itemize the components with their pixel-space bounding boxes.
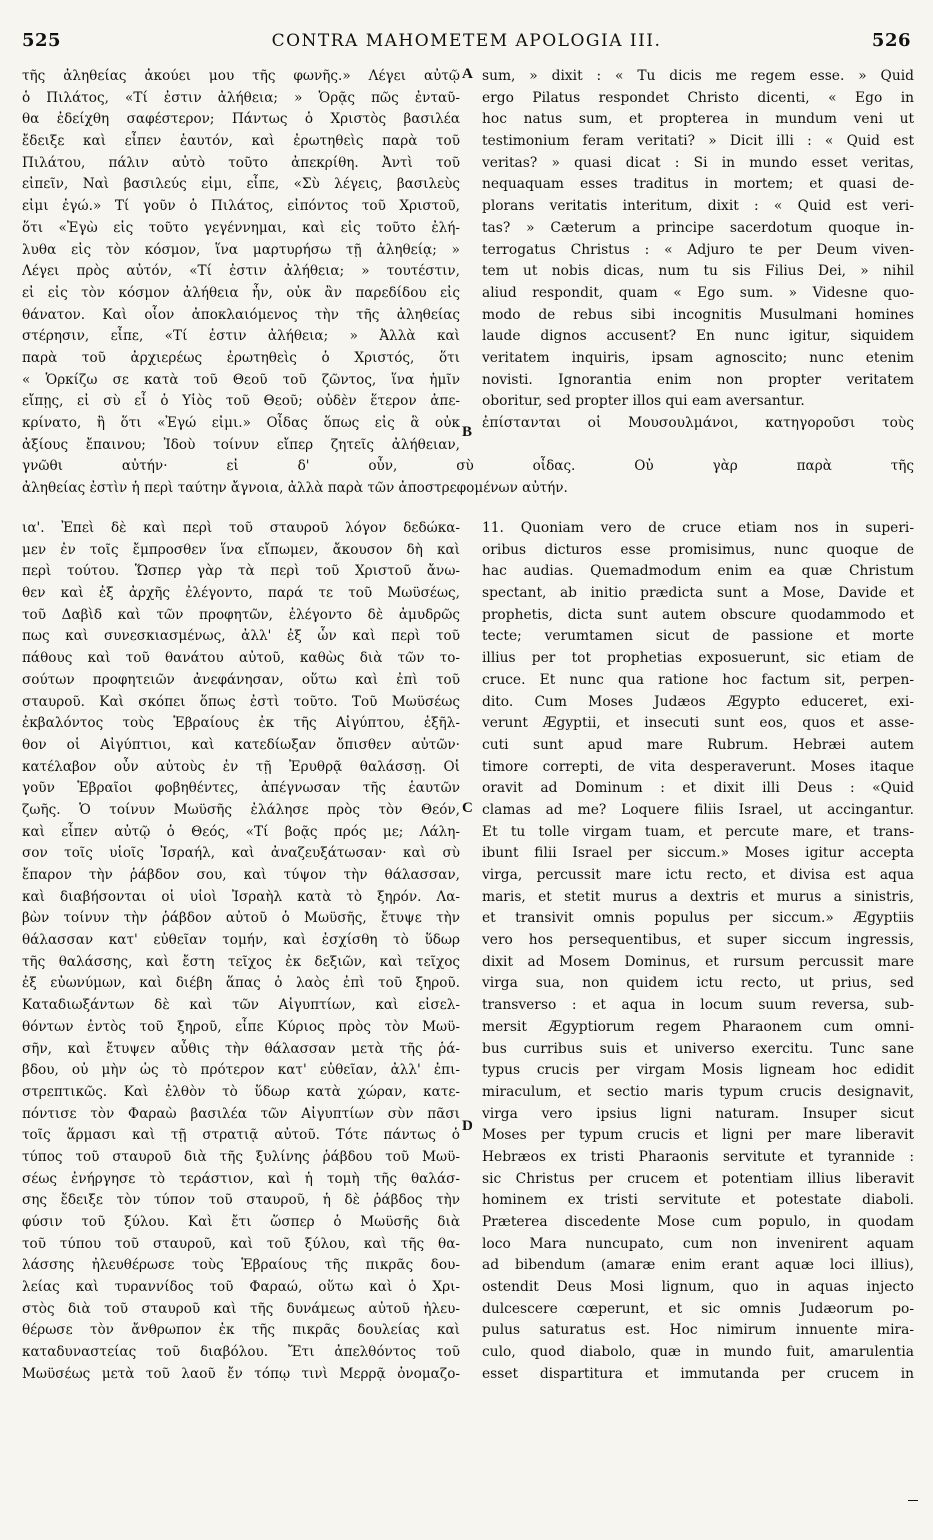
page-number-right: 526 (871, 30, 911, 51)
text-line: oravit ad Dominum : et dixit illi Deus : «Quid (482, 780, 914, 797)
text-line: 11. Quoniam vero de cruce etiam nos in superi- (482, 520, 914, 536)
text-line: hac audias. Quemadmodum enim ea quæ Christum (482, 563, 914, 580)
text-line: plorans veritatis interitum, dixit : « Quid est veri- (482, 198, 914, 215)
text-line: mersit Ægyptiorum regem Pharaonem cum omni- (482, 1018, 914, 1035)
text-line: tem ut nobis dicas, num tu sis Filius Dei, » nihil (482, 263, 914, 280)
text-line: dulcescere cœperunt, et sic omnis Judæorum po- (482, 1300, 914, 1317)
text-line: τοῦ τύπου τοῦ σταυροῦ, καὶ τοῦ ξύλου, καὶ τῆς θα- (22, 1235, 460, 1252)
text-line: virga, percussit mare ictu recto, et divisa est aqua (482, 867, 914, 883)
text-line: γοῦν Ἑβραῖοι φοβηθέντες, ἀπέγνωσαν τῆς ἑαυτῶν (22, 780, 460, 797)
margin-dash (908, 1500, 918, 1501)
text-line: τοῖς ἅρμασι καὶ τῇ στρατιᾷ αὐτοῦ. Τότε πάντως ὁ (22, 1127, 460, 1144)
text-line: φύσιν τοῦ ξύλου. Καὶ ἔτι ὥσπερ ὁ Μωϋσῆς διὰ (22, 1214, 460, 1230)
text-line: pulus saturatus est. Hoc nimirum innuente mira- (482, 1322, 914, 1339)
text-line: λυθα εἰς τὸν κόσμον, ἵνα μαρτυρήσω τῇ ἀληθείᾳ; » (22, 241, 460, 258)
text-line: Λέγει πρὸς αὐτόν, «Τί ἐστιν ἀλήθεια; » τουτέστιν, (22, 263, 460, 280)
text-line: nequaquam esses traditus in mortem; et quasi de- (482, 176, 914, 193)
text-line: σέως ἐνήργησε τὸ τεράστιον, καὶ ἡ τομὴ τῆς θαλάσ- (22, 1170, 460, 1187)
text-line: τοῦ Δαβὶδ καὶ τῶν προφητῶν, ἐλέγοντο δὲ ἀμυδρῶς (22, 606, 460, 623)
text-line: vero hos persequentibus, et super siccum ingressis, (482, 932, 914, 949)
text-line: virga sua, non quidem ictu recto, ut prius, sed (482, 975, 914, 992)
text-line: clamas ad me? Loquere filiis Israel, ut accingantur. (482, 801, 914, 818)
text-line: εἰμι ἐγώ.» Τί γοῦν ὁ Πιλάτος, εἰπόντος τοῦ Χριστοῦ, (22, 198, 460, 215)
text-line: ἔπαρον τὴν ῥάβδον σου, καὶ τύψον τὴν θάλασσαν, (22, 867, 460, 883)
text-line: novisti. Ignorantia enim non propter veritatem (482, 371, 914, 388)
running-title: CONTRA MAHOMETEM APOLOGIA III. (271, 31, 662, 51)
text-line: aliud respondit, quam « Ego sum. » Videsne quo- (482, 284, 914, 301)
greek-column-top (22, 66, 460, 456)
text-line: εἰ εἰς τὸν κόσμον ἀλήθεια ἦν, οὐκ ἂν παρεδίδου εἰς (22, 284, 460, 301)
text-line: σης ἔδειξε τὸν τύπον τοῦ σταυροῦ, ἡ δὲ ῥάβδος τὴν (22, 1192, 460, 1209)
text-line: καὶ εἶπεν αὐτῷ ὁ Θεός, «Τί βοᾷς πρός με; Λάλη- (22, 823, 460, 840)
latin-column-bottom (482, 518, 914, 1386)
text-line: ὅτι «Ἐγὼ εἰς τοῦτο γεγέννημαι, καὶ εἰς τοῦτο ἐλή- (22, 219, 460, 236)
section-marker: C (462, 800, 473, 816)
text-line: dixit ad Mosem Dominus, et rursum percussit mare (482, 953, 914, 970)
text-line: tecte; verumtamen sicut de passione et morte (482, 628, 914, 645)
text-line: θον οἱ Αἰγύπτιοι, καὶ κατεδίωξαν ὄπισθεν αὐτῶν· (22, 736, 460, 753)
text-line: θόντων ἐντὸς τοῦ ξηροῦ, εἶπε Κύριος πρὸς τὸν Μωϋ- (22, 1018, 460, 1035)
text-line: τῆς ἀληθείας ἀκούει μου τῆς φωνῆς.» Λέγει αὐτῷ (22, 68, 460, 84)
text-line: loco Mara nuncupato, cum non invenirent aquam (482, 1235, 914, 1252)
text-line: ια'. Ἐπεὶ δὲ καὶ περὶ τοῦ σταυροῦ λόγον δεδώκα- (22, 520, 460, 536)
text-line: τύπος τοῦ σταυροῦ διὰ τῆς ξυλίνης ῥάβδου τοῦ Μωϋ- (22, 1148, 460, 1165)
text-line: transverso : et aqua in locum suum reversa, sub- (482, 997, 914, 1014)
running-header (22, 30, 911, 60)
text-line: τῆς θαλάσσης, καὶ ἔστη τεῖχος ἐκ δεξιῶν, καὶ τεῖχος (22, 953, 460, 970)
text-line: et transivit omnis populus per siccum.» Ægyptiis (482, 910, 914, 927)
text-line: Hebræos ex tristi Pharaonis servitute et tyrannide : (482, 1148, 914, 1165)
section-marker: D (462, 1118, 473, 1134)
greek-column-bottom (22, 518, 460, 1386)
text-line: typus crucis per virgam Mosis ligneam hoc edidit (482, 1062, 914, 1079)
text-line: εἴπῃς, εἰ σὺ εἶ ὁ Υἱὸς τοῦ Θεοῦ; οὐδὲν ἕτερον ἀπε- (22, 393, 460, 410)
text-line: verunt Ægyptii, et insecuti sunt eos, quos et asse- (482, 715, 914, 732)
text-line: Μωϋσέως μετὰ τοῦ λαοῦ ἔν τόπῳ τινὶ Μερρᾷ ὀνομαζο- (22, 1365, 460, 1382)
text-line: Moses per typum crucis et ligni per mare liberavit (482, 1127, 914, 1144)
text-line: tas? » Cæterum a principe sacerdotum quoque in- (482, 219, 914, 236)
text-line: ad bibendum (amaræ enim erant aquæ loci illius), (482, 1257, 914, 1274)
spanning-line: ἀληθείας ἐστὶν ἡ περὶ ταύτην ἄγνοια, ἀλλὰ παρὰ τῶν ἀποστρεφομένων αὐτήν. (22, 479, 568, 496)
text-line: esset dispartitura et immutanda per crucem in (482, 1365, 914, 1382)
text-line: βὼν τοίνυν τὴν ῥάβδον αὐτοῦ ὁ Μωϋσῆς, ἔτυψε τὴν (22, 910, 460, 927)
text-line: veritatem inquiris, ipsam agnoscito; nunc etenim (482, 349, 914, 366)
text-line: στρεπτικῶς. Καὶ ἐλθὸν τὸ ὕδωρ κατὰ χώραν, κατε- (22, 1083, 460, 1100)
text-line: virga vero ipsius ligni naturam. Insuper sicut (482, 1105, 914, 1122)
text-line: Præterea discedente Mose cum populo, in quodam (482, 1214, 914, 1230)
text-line: θα ἐδείχθη σαφέστερον; Πάντως ὁ Χριστὸς βασιλέα (22, 111, 460, 128)
text-line: hominem ex tristi servitute et potestate diaboli. (482, 1192, 914, 1209)
text-line: λάσσης ἠλευθέρωσε τοὺς Ἑβραίους τῆς πικρᾶς δου- (22, 1257, 460, 1274)
text-line: σῆν, καὶ ἔτυψεν αὖθις τὴν θάλασσαν μετὰ τῆς ῥά- (22, 1040, 460, 1057)
text-line: ἔδειξε καὶ εἶπεν ἑαυτόν, καὶ ἐρωτηθεὶς παρὰ τοῦ (22, 133, 460, 150)
text-line: sic Christus per crucem et potentiam illius liberavit (482, 1170, 914, 1187)
text-line: βδου, οὐ μὴν ὡς τὸ πρότερον κατ' εὐθεῖαν, ἀλλ' ἐπι- (22, 1062, 460, 1079)
text-line: Et tu tolle virgam tuam, et percute mare, et trans- (482, 823, 914, 840)
text-line: hoc natus sum, et propterea in mundum veni ut (482, 111, 914, 128)
text-line: dito. Cum Moses Judæos Ægypto educeret, exi- (482, 693, 914, 710)
text-line: ἀξίους ἔπαινου; Ἰδοὺ τοίνυν εἴπερ ζητεῖς ἀλήθειαν, (22, 436, 460, 453)
text-line: bus curribus suis et universo exercitu. Tunc sane (482, 1040, 914, 1057)
text-line: ζωῆς. Ὁ τοίνυν Μωϋσῆς ἐλάλησε πρὸς τὸν Θεόν, (22, 801, 460, 818)
text-line: prophetis, dicta sunt autem obscure quodammodo et (482, 606, 914, 623)
text-line: θεν καὶ ἐξ ἀρχῆς ἐλέγοντο, παρά τε τοῦ Μωϋσέως, (22, 585, 460, 602)
text-line: πως καὶ συνεσκιασμένως, ἀλλ' ἐξ ὧν καὶ περὶ τοῦ (22, 628, 460, 645)
text-line: πάθους καὶ τοῦ θανάτου αὐτοῦ, καθὼς διὰ τῶν το- (22, 650, 460, 667)
text-line: ibunt filii Israel per siccum.» Moses igitur accepta (482, 845, 914, 862)
text-line: sum, » dixit : « Tu dicis me regem esse. » Quid (482, 68, 914, 84)
text-line: καταδυναστείας τοῦ διαβόλου. Ἔτι ἀπελθόντος τοῦ (22, 1344, 460, 1361)
text-line: maris, et stetit murus a dextris et murus a sinistris, (482, 888, 914, 905)
text-line: cruce. Et nunc qua ratione hoc factum sit, perpen- (482, 671, 914, 688)
text-line: Καταδιωξάντων δὲ καὶ τῶν Αἰγυπτίων, καὶ εἰσελ- (22, 997, 460, 1014)
text-line: σούτων προφητειῶν ἀνεφάνησαν, οὕτω καὶ ἐπὶ τοῦ (22, 671, 460, 688)
text-line: μεν ἐν τοῖς ἔμπροσθεν ἵνα εἴπωμεν, ἄκουσον δὴ καὶ (22, 541, 460, 558)
section-marker: A (462, 66, 473, 82)
text-line: Πιλάτου, πάλιν αὐτὸ τοῦτο ἀπεκρίθη. Ἀντὶ τοῦ (22, 154, 460, 171)
text-line: κατέλαβον οὖν αὐτοὺς ἐν τῇ Ἐρυθρᾷ θαλάσσῃ. Οἱ (22, 758, 460, 775)
text-line: illius per tot prophetias exposuerunt, sic etiam de (482, 650, 914, 667)
text-line: σταυροῦ. Καὶ σκόπει ὅπως ἐστὶ τοῦτο. Τοῦ Μωϋσέως (22, 693, 460, 710)
text-line: σον τοῖς υἱοῖς Ἰσραήλ, καὶ ἀναζευξάτωσαν· καὶ σὺ (22, 845, 460, 862)
text-line: εἰπεῖν, Ναὶ βασιλεύς εἰμι, εἶπε, «Σὺ λέγεις, βασιλεὺς (22, 176, 460, 193)
text-line: oboritur, sed propter illos qui eam aversantur. (482, 393, 805, 410)
text-line: ἐξ εὐωνύμων, καὶ διέβη ἅπας ὁ λαὸς ἐπὶ τοῦ ξηροῦ. (22, 975, 460, 992)
text-line: περὶ τούτου. Ὥσπερ γὰρ τὰ περὶ τοῦ Χριστοῦ ἄνω- (22, 563, 460, 580)
text-line: testimonium feram veritati? » Dicit illi : « Quid est (482, 133, 914, 150)
text-line: cuti sunt apud mare Rubrum. Hebræi autem (482, 736, 914, 753)
text-line: ostendit Deus Mosi lignum, quo in aquas injecto (482, 1279, 914, 1296)
text-line: ὁ Πιλάτος, «Τί ἐστιν ἀλήθεια; » Ὁρᾷς πῶς ἐνταῦ- (22, 89, 460, 106)
text-line: laude dignos accusent? En nunc igitur, siquidem (482, 328, 914, 345)
text-line: veritas? » quasi dicat : Si in mundo esset veritas, (482, 154, 914, 171)
section-marker: B (462, 424, 473, 440)
text-line: θάνατον. Καὶ οἷον ἀποκλαιόμενος τὴν τῆς ἀληθείας (22, 306, 460, 323)
text-line: ἐπίστανται οἱ Μουσουλμάνοι, κατηγοροῦσι τοὺς (482, 415, 914, 431)
text-line: στέρησιν, εἶπε, «Τί ἐστιν ἀλήθεια; » Ἀλλὰ καὶ (22, 328, 460, 345)
text-line: miraculum, et sectio maris typum crucis designavit, (482, 1083, 914, 1100)
text-line: modo de rebus sibi incognitis Musulmani homines (482, 306, 914, 323)
text-line: oribus dicturos esse promisimus, nunc quoque de (482, 541, 914, 558)
text-line: κρίνατο, ἢ ὅτι «Ἐγώ εἰμι.» Οἶδας ὅπως εἰς ἃ οὐκ (22, 415, 460, 431)
text-line: θέρωσε τὸν ἄνθρωπον ἐκ τῆς πικρᾶς δουλείας καὶ (22, 1322, 460, 1339)
text-line: καὶ διαβήσονται οἱ υἱοὶ Ἰσραὴλ κατὰ τὸ ξηρόν. Λα- (22, 888, 460, 905)
text-line: ergo Pilatus respondet Christo dicenti, « Ego in (482, 89, 914, 106)
text-line: ἐκβαλόντος τοὺς Ἑβραίους ἐκ τῆς Αἰγύπτου, ἐξῆλ- (22, 715, 460, 732)
latin-column-top (482, 66, 914, 435)
text-line: λείας καὶ τυραννίδος τοῦ Φαραώ, οὕτω καὶ ὁ Χρι- (22, 1279, 460, 1296)
text-line: spectant, ab initio prædicta sunt a Mose, Davide et (482, 585, 914, 602)
text-line: timore correpti, de vita desperaverunt. Moses itaque (482, 758, 914, 775)
text-line: « Ὁρκίζω σε κατὰ τοῦ Θεοῦ τοῦ ζῶντος, ἵνα ἡμῖν (22, 371, 460, 388)
text-line: terrogatus Christus : « Adjuro te per Deum viven- (482, 241, 914, 258)
text-line: πόντισε τὸν Φαραὼ βασιλέα τῶν Αἰγυπτίων σὺν πᾶσι (22, 1105, 460, 1122)
text-line: θάλασσαν κατ' εὐθεῖαν τομήν, καὶ ἐσχίσθη τὸ ὕδωρ (22, 932, 460, 949)
text-line: στὸς διὰ τοῦ σταυροῦ καὶ τῆς δυνάμεως αὐτοῦ ἠλευ- (22, 1300, 460, 1317)
spanning-line: γνῶθι αὐτήν· εἰ δ' οὖν, σὺ οἶδας. Οὐ γὰρ παρὰ τῆς (22, 458, 914, 474)
text-line: culo, quod diabolo, quæ in mundo fuit, amarulentia (482, 1344, 914, 1361)
page-number-left: 525 (22, 30, 62, 51)
text-line: παρὰ τοῦ ἀρχιερέως ἐρωτηθεὶς ὁ Χριστός, ὅτι (22, 349, 460, 366)
